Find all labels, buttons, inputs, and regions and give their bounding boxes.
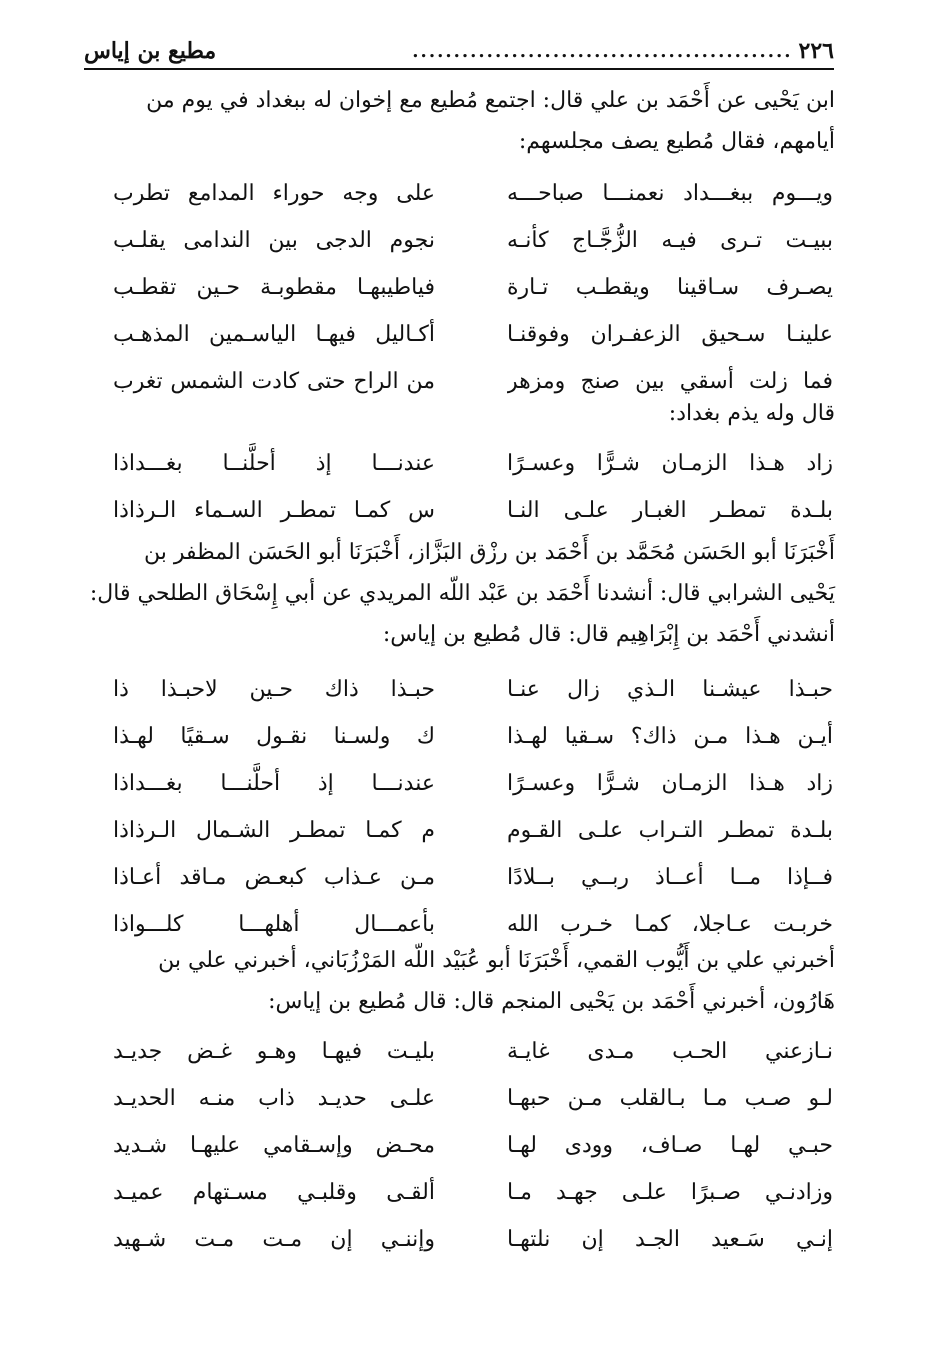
isnad-paragraph-2 bbox=[75, 940, 835, 1022]
poem-3 bbox=[113, 666, 833, 948]
verse-second-hemistich: فياطيبهـا مقطوبـة حـين تقطـب bbox=[113, 275, 435, 300]
running-header bbox=[84, 34, 834, 70]
verse-line bbox=[113, 264, 833, 311]
verse-line bbox=[113, 1122, 833, 1169]
verse-second-hemistich: من الراح حتى كادت الشمس تغرب bbox=[113, 369, 435, 394]
verse-second-hemistich: ألقـى وقلبـي مسـتهام عميـد bbox=[113, 1180, 435, 1205]
verse-second-hemistich: حبـذا ذاك حـين لاحبـذا ذا bbox=[113, 677, 435, 702]
prose-line: أنشدني أَحْمَد بن إِبْرَاهِيم قال: قال مُطيع بن إياس: bbox=[382, 622, 835, 647]
verse-first-hemistich: فما زلت أسقي بين صنج ومزهر bbox=[507, 369, 833, 394]
verse-first-hemistich: بلـدة تمطـر التـراب علـى القـوم bbox=[507, 818, 833, 843]
verse-first-hemistich: ويـــوم ببغـــداد نعمنـــا صباحـــه bbox=[507, 181, 833, 206]
poem-4 bbox=[113, 1028, 833, 1263]
verse-first-hemistich: علينـا سـحيق الزعفـران وفوقنـا bbox=[507, 322, 833, 347]
page-number: ٢٢٦ bbox=[798, 38, 834, 64]
header-title: مطيع بن إياس bbox=[84, 38, 217, 64]
verse-second-hemistich: علـى حديـد ذاب منـه الحديـد bbox=[113, 1086, 435, 1111]
verse-first-hemistich: حبـي لهـا صـاف، وودى لهـا bbox=[507, 1133, 833, 1158]
verse-first-hemistich: فــإذا مــا أعــاذ ربــي بــلادًا bbox=[507, 865, 833, 890]
verse-second-hemistich: عندنـــا إذ أحلَّنـــا بغـــداذا bbox=[113, 771, 435, 796]
verse-second-hemistich: عندنـــا إذ أحلَّنــا بغـــداذا bbox=[113, 451, 435, 476]
verse-first-hemistich: إنـي سَـعيد الجـد إن نلتهـا bbox=[507, 1227, 833, 1252]
prose-line: ابن يَحْيى عن أَحْمَد بن علي قال: اجتمع مُطيع مع إخوان له ببغداد في يوم من bbox=[146, 88, 835, 113]
prose-line: هَارُون، أخبرني أَحْمَد بن يَحْيى المنجم قال: قال مُطيع بن إياس: bbox=[268, 989, 835, 1014]
verse-line bbox=[113, 1075, 833, 1122]
verse-first-hemistich: نـازعني الحـب مـدى غايـة bbox=[507, 1039, 833, 1064]
verse-first-hemistich: زاد هـذا الزمـان شـرًّا وعسـرًا bbox=[507, 451, 833, 476]
verse-second-hemistich: وإننـي إن مـت مـت شـهيد bbox=[113, 1227, 435, 1252]
verse-line bbox=[113, 1216, 833, 1263]
prose-line: أيامهم، فقال مُطيع يصف مجلسهم: bbox=[518, 129, 835, 154]
header-leader-dots: .............................................. bbox=[412, 40, 793, 62]
verse-first-hemistich: بلـدة تمطـر الغبـار علـى النـا bbox=[507, 498, 833, 523]
verse-first-hemistich: حبـذا عيشـنا الـذي زال عنـا bbox=[507, 677, 833, 702]
isnad-paragraph bbox=[75, 532, 835, 655]
transition-line bbox=[75, 393, 835, 434]
verse-line bbox=[113, 666, 833, 713]
verse-second-hemistich: ك ولسـنا نقـول سـقيًا لهـذا bbox=[113, 724, 435, 749]
verse-first-hemistich: زاد هـذا الزمـان شـرًّا وعسـرًا bbox=[507, 771, 833, 796]
verse-line bbox=[113, 217, 833, 264]
prose-line: أخبرني علي بن أَيُّوب القمي، أَخْبَرَنَا أبو عُبَيْد اللّه المَرْزُبَاني، أخبرني علي بن bbox=[158, 948, 835, 973]
verse-first-hemistich: يصـرف سـاقينا ويقطـب تـارة bbox=[507, 275, 833, 300]
verse-first-hemistich: أيـن هـذا مـن ذاك؟ سـقيا لهـذا bbox=[507, 724, 833, 749]
intro-paragraph bbox=[75, 80, 835, 162]
verse-first-hemistich: خربـت عـاجلا، كمـا خـرب الله bbox=[507, 912, 833, 937]
verse-second-hemistich: بأعمـــال أهلهـــا كلـــواذا bbox=[113, 912, 435, 937]
verse-line bbox=[113, 311, 833, 358]
verse-line bbox=[113, 1028, 833, 1075]
poem-2 bbox=[113, 440, 833, 534]
verse-first-hemistich: وزادنـي صـبرًا علـى جهـد مـا bbox=[507, 1180, 833, 1205]
prose-line: قال وله يذم بغداد: bbox=[668, 401, 835, 426]
verse-second-hemistich: أكـاليل فيهـا الياسـمين المذهـب bbox=[113, 322, 435, 347]
verse-line bbox=[113, 440, 833, 487]
poem-1 bbox=[113, 170, 833, 405]
verse-line bbox=[113, 807, 833, 854]
verse-second-hemistich: على وجه حوراء المدامع تطرب bbox=[113, 181, 435, 206]
verse-first-hemistich: لـو صـب مـا بـالقلب مـن حبهـا bbox=[507, 1086, 833, 1111]
verse-second-hemistich: س كمـا تمطـر السـماء الـرذاذا bbox=[113, 498, 435, 523]
verse-second-hemistich: م كمـا تمطـر الشـمال الـرذاذا bbox=[113, 818, 435, 843]
prose-line: أَخْبَرَنَا أبو الحَسَن مُحَمَّد بن أَحْمَد بن رزْق البَزَّاز، أَخْبَرَنَا أبو الحَسَن المظفر بن bbox=[144, 540, 835, 565]
prose-line: يَحْيى الشرابي قال: أنشدنا أَحْمَد بن عَبْد اللّه المريدي عن أبي إِسْحَاق الطلحي قال: bbox=[89, 581, 835, 606]
verse-second-hemistich: مـن عـذاب كبعـض مـاقد أعـاذا bbox=[113, 865, 435, 890]
verse-second-hemistich: نجوم الدجى بين الندامى يقلـب bbox=[113, 228, 435, 253]
verse-line bbox=[113, 760, 833, 807]
verse-line bbox=[113, 170, 833, 217]
verse-line bbox=[113, 713, 833, 760]
verse-line bbox=[113, 487, 833, 534]
verse-line bbox=[113, 1169, 833, 1216]
verse-first-hemistich: ببيـت تـرى فيـه الزُّجَّـاج كأنـه bbox=[507, 228, 833, 253]
verse-second-hemistich: بليـت فيهـا وهـو غـض جديـد bbox=[113, 1039, 435, 1064]
verse-line bbox=[113, 854, 833, 901]
verse-second-hemistich: محـض وإسـقامي عليهـا شـديد bbox=[113, 1133, 435, 1158]
